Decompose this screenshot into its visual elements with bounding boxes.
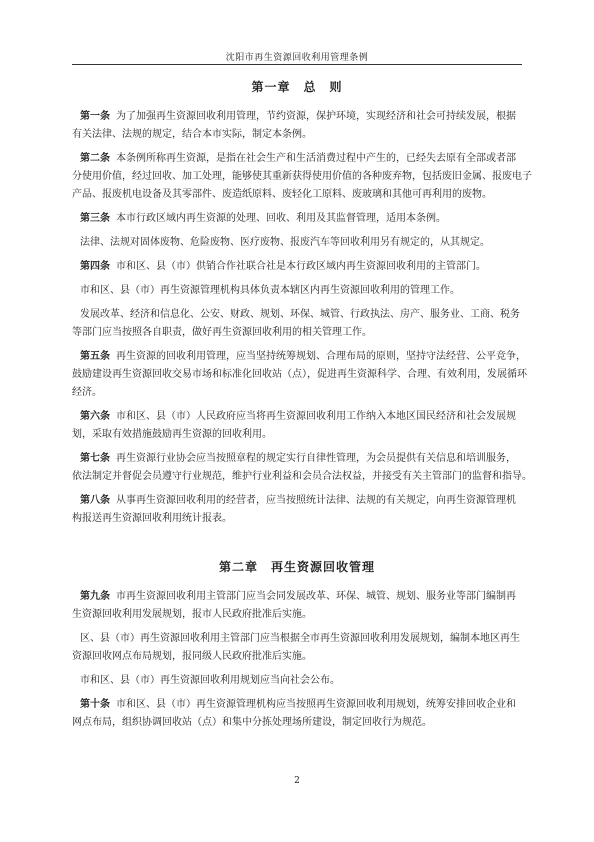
article-text: 再生资源的回收利用管理，应当坚持统筹规划、合理布局的原则，坚持守法经营、公平竞争， (116, 351, 526, 362)
article-text: 为了加强再生资源回收利用管理，节约资源，保护环境，实现经济和社会可持续发展，根据 (116, 111, 516, 122)
article-number: 第七条 (80, 453, 110, 464)
article-paragraph (72, 348, 527, 402)
paragraph-line: 网点布局，组织协调回收站（点）和集中分拣处理场所建设，制定回收行为规范。 (72, 717, 432, 728)
article-paragraph (72, 306, 520, 342)
header-divider (72, 64, 522, 65)
article-text: 区、县（市）再生资源回收利用主管部门应当根据全市再生资源回收利用发展规划，编制本地区再生 (80, 633, 520, 644)
chapter-2-body (72, 588, 520, 738)
article-text: 再生资源行业协会应当按照章程的规定实行自律性管理，为会员提供有关信息和培训服务， (116, 453, 516, 464)
article-number: 第三条 (80, 213, 110, 224)
article-paragraph (72, 588, 520, 624)
article-text: 本条例所称再生资源，是指在社会生产和生活消费过程中产生的，已经失去原有全部或者部 (116, 153, 516, 164)
article-text: 本市行政区域内再生资源的处理、回收、利用及其监督管理，适用本条例。 (116, 213, 446, 224)
paragraph-line: 构报送再生资源回收利用统计报表。 (72, 513, 232, 524)
paragraph-line (80, 258, 520, 276)
chapter-2-title: 第二章 再生资源回收管理 (218, 560, 375, 574)
paragraph-line: 有关法律、法规的规定，结合本市实际，制定本条例。 (72, 129, 312, 140)
article-number: 第十条 (80, 699, 110, 710)
paragraph-line (80, 408, 520, 426)
paragraph-line (80, 108, 520, 126)
article-paragraph (72, 492, 520, 528)
paragraph-line: 划，采取有效措施鼓励再生资源的回收利用。 (72, 429, 272, 440)
article-text: 市和区、县（市）再生资源管理机构具体负责本辖区内再生资源回收利用的管理工作。 (80, 285, 460, 296)
article-paragraph (80, 258, 520, 276)
article-paragraph (80, 282, 520, 300)
paragraph-line (80, 696, 520, 714)
paragraph-line: 资源回收网点布局规划，报同级人民政府批准后实施。 (72, 651, 312, 662)
article-number: 第六条 (80, 411, 110, 422)
article-number: 第九条 (80, 591, 110, 602)
article-text: 法律、法规对固体废物、危险废物、医疗废物、报废汽车等回收利用另有规定的，从其规定。 (80, 237, 490, 248)
article-text: 市和区、县（市）人民政府应当将再生资源回收利用工作纳入本地区国民经济和社会发展规 (116, 411, 516, 422)
article-text: 市和区、县（市）再生资源回收利用规划应当向社会公布。 (80, 675, 340, 686)
paragraph-line (80, 630, 520, 648)
paragraph-line: 等部门应当按照各自职责，做好再生资源回收利用的相关管理工作。 (72, 327, 372, 338)
article-text: 市再生资源回收利用主管部门应当会同发展改革、环保、城管、规划、服务业等部门编制再 (116, 591, 516, 602)
chapter-1-title: 第一章 总 则 (251, 80, 343, 94)
article-paragraph (80, 234, 520, 252)
article-paragraph (80, 210, 520, 228)
article-paragraph (80, 672, 520, 690)
article-number: 第一条 (80, 111, 110, 122)
paragraph-line (80, 234, 520, 252)
paragraph-line (80, 210, 520, 228)
article-paragraph (72, 450, 532, 486)
article-number: 第四条 (80, 261, 110, 272)
paragraph-line (80, 450, 520, 468)
paragraph-line: 经济。 (72, 387, 102, 398)
paragraph-line (80, 150, 520, 168)
paragraph-line (80, 588, 520, 606)
paragraph-line (80, 672, 520, 690)
chapter-1-body (72, 108, 532, 534)
article-number: 第二条 (80, 153, 110, 164)
paragraph-line: 分使用价值，经过回收、加工处理，能够使其重新获得使用价值的各种废弃物，包括废旧金属、报废电子 (72, 171, 532, 182)
paragraph-line: 生资源回收利用发展规划，报市人民政府批准后实施。 (72, 609, 312, 620)
article-paragraph (72, 408, 520, 444)
article-paragraph (72, 696, 520, 732)
paragraph-line (80, 348, 526, 366)
article-text: 市和区、县（市）再生资源管理机构应当按照再生资源回收利用规划，统筹安排回收企业和 (116, 699, 516, 710)
article-number: 第五条 (80, 351, 110, 362)
article-paragraph (72, 108, 520, 144)
article-paragraph (72, 630, 520, 666)
paragraph-line: 鼓励建设再生资源回收交易市场和标准化回收站（点），促进再生资源科学、合理、有效利用，发展循环 (72, 369, 527, 380)
article-paragraph (72, 150, 532, 204)
paragraph-line (80, 282, 520, 300)
article-text: 从事再生资源回收利用的经营者，应当按照统计法律、法规的有关规定，向再生资源管理机 (116, 495, 516, 506)
paragraph-line: 产品、报废机电设备及其零部件、废造纸原料、废轻化工原料、废玻璃和其他可再利用的废物。 (72, 189, 492, 200)
paragraph-line (80, 306, 520, 324)
page-number: 2 (294, 776, 300, 786)
article-number: 第八条 (80, 495, 110, 506)
paragraph-line (80, 492, 520, 510)
article-text: 发展改革、经济和信息化、公安、财政、规划、环保、城管、行政执法、房产、服务业、工商、税务 (80, 309, 520, 320)
article-text: 市和区、县（市）供销合作社联合社是本行政区域内再生资源回收利用的主管部门。 (116, 261, 486, 272)
paragraph-line: 依法制定并督促会员遵守行业规范，维护行业利益和会员合法权益，并接受有关主管部门的监督和指导。 (72, 471, 532, 482)
running-header: 沈阳市再生资源回收利用管理条例 (225, 53, 369, 63)
